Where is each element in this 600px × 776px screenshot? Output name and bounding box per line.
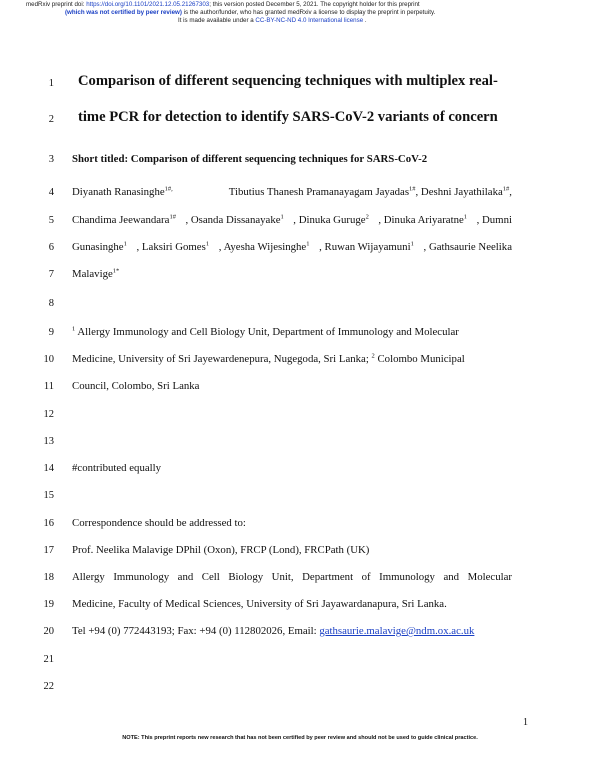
manuscript-line (0, 211, 600, 231)
line-number: 18 (43, 572, 54, 583)
manuscript-line (0, 323, 600, 343)
line-number: 5 (48, 215, 54, 226)
email-link[interactable]: gathsaurie.malavige@ndm.ox.ac.uk (319, 625, 475, 637)
manuscript-line (0, 486, 600, 506)
line-number: 2 (48, 114, 54, 125)
affiliation-line-2: Medicine, University of Sri Jayewardenepura, Nugegoda, Sri Lanka; $^2$ Colombo Municipal (72, 352, 465, 365)
line-number: 12 (43, 409, 54, 420)
correspondence-contact: Tel +94 (0) 772443193; Fax: +94 (0) 112802026, Email: gathsaurie.malavige@ndm.ox.ac.uk (72, 625, 475, 637)
line-number: 6 (48, 242, 54, 253)
authors-line-3 (72, 241, 512, 253)
title-line-1: Comparison of different sequencing techniques with multiplex real- (78, 73, 498, 89)
line-number: 15 (43, 490, 54, 501)
author: , Osanda Dissanayake$^1$ (185, 213, 284, 226)
manuscript-line (0, 595, 600, 615)
manuscript-line (0, 650, 600, 670)
line-number: 1 (48, 78, 54, 89)
manuscript-line (0, 541, 600, 561)
author: Diyanath Ranasinghe$^{1\#,}$ (72, 185, 173, 198)
manuscript-line (0, 405, 600, 425)
author: Tibutius Thanesh Pramanayagam Jayadas$^{1\#}$, Deshni Jayathilaka$^{1\#}$, (228, 185, 512, 198)
line-number: 3 (48, 154, 54, 165)
manuscript-line (0, 110, 600, 130)
manuscript-line (0, 432, 600, 452)
header-line-2: (which was not certified by peer review) is the author/funder, who has granted medRxiv a license to display the preprint in perpetuity. (65, 9, 436, 16)
affiliation-line-1: $^1$ Allergy Immunology and Cell Biology Unit, Department of Immunology and Molecular (72, 325, 459, 338)
license-link[interactable]: CC-BY-NC-ND 4.0 International license (255, 17, 364, 24)
line-number: 7 (48, 269, 54, 280)
manuscript-line (0, 622, 600, 642)
manuscript-line (0, 238, 600, 258)
manuscript-line (0, 150, 600, 170)
manuscript-line (0, 74, 600, 94)
author: , Dinuka Guruge$^2$ (293, 213, 369, 226)
header-line-1: medRxiv preprint doi: https://doi.org/10.1101/2021.12.05.21267303; this version posted December 5, 2021. The copyright holder for this preprint (26, 1, 420, 8)
authors-line-4: Malavige$^{1*}$ (72, 267, 120, 280)
manuscript-line (0, 568, 600, 588)
manuscript-line (0, 294, 600, 314)
short-title: Short titled: Comparison of different sequencing techniques for SARS-CoV-2 (72, 153, 428, 165)
author: , Dumni (476, 214, 512, 226)
line-number: 22 (43, 681, 54, 692)
manuscript-line (0, 265, 600, 285)
header-line-3: It is made available under a CC-BY-NC-ND 4.0 International license . (178, 17, 367, 24)
line-number: 16 (43, 518, 54, 529)
correspondence-intro: Correspondence should be addressed to: (72, 517, 246, 529)
affiliation-line-3: Council, Colombo, Sri Lanka (72, 380, 200, 392)
manuscript-line (0, 377, 600, 397)
line-number: 8 (48, 298, 54, 309)
author: , Gathsaurie Neelika (423, 241, 512, 253)
manuscript-line (0, 183, 600, 203)
line-number: 11 (43, 381, 54, 392)
contributed-equally-note: #contributed equally (72, 462, 162, 474)
line-number: 17 (43, 545, 54, 556)
line-number: 20 (43, 626, 54, 637)
line-number: 19 (43, 599, 54, 610)
line-number: 4 (48, 187, 54, 198)
manuscript-line (0, 514, 600, 534)
line-number: 9 (48, 327, 54, 338)
manuscript-line (0, 350, 600, 370)
author: Chandima Jeewandara$^{1\#}$ (72, 213, 176, 226)
correspondence-address-2: Medicine, Faculty of Medical Sciences, University of Sri Jayawardanapura, Sri Lanka. (72, 598, 447, 610)
line-number: 10 (43, 354, 54, 365)
author: , Dinuka Ariyaratne$^1$ (378, 213, 468, 226)
author: , Ruwan Wijayamuni$^1$ (319, 240, 414, 253)
page-number: 1 (523, 717, 528, 728)
authors-line-1 (72, 186, 512, 198)
manuscript-line (0, 459, 600, 479)
title-line-2: time PCR for detection to identify SARS-CoV-2 variants of concern (78, 109, 498, 125)
preprint-footer-note: NOTE: This preprint reports new research that has not been certified by peer review and should not be used to guide clinical practice. (122, 735, 478, 741)
author: , Ayesha Wijesinghe$^1$ (218, 240, 310, 253)
line-number: 14 (43, 463, 54, 474)
doi-link[interactable]: https://doi.org/10.1101/2021.12.05.21267303 (86, 1, 210, 8)
line-number: 13 (43, 436, 54, 447)
correspondence-address-1: Allergy Immunology and Cell Biology Unit, Department of Immunology and Molecular (72, 571, 512, 583)
line-number: 21 (43, 654, 54, 665)
correspondence-name: Prof. Neelika Malavige DPhil (Oxon), FRCP (Lond), FRCPath (UK) (72, 544, 370, 556)
author: Gunasinghe$^1$ (72, 240, 127, 253)
manuscript-line (0, 677, 600, 697)
author: , Laksiri Gomes$^1$ (136, 240, 210, 253)
authors-line-2 (72, 214, 512, 226)
